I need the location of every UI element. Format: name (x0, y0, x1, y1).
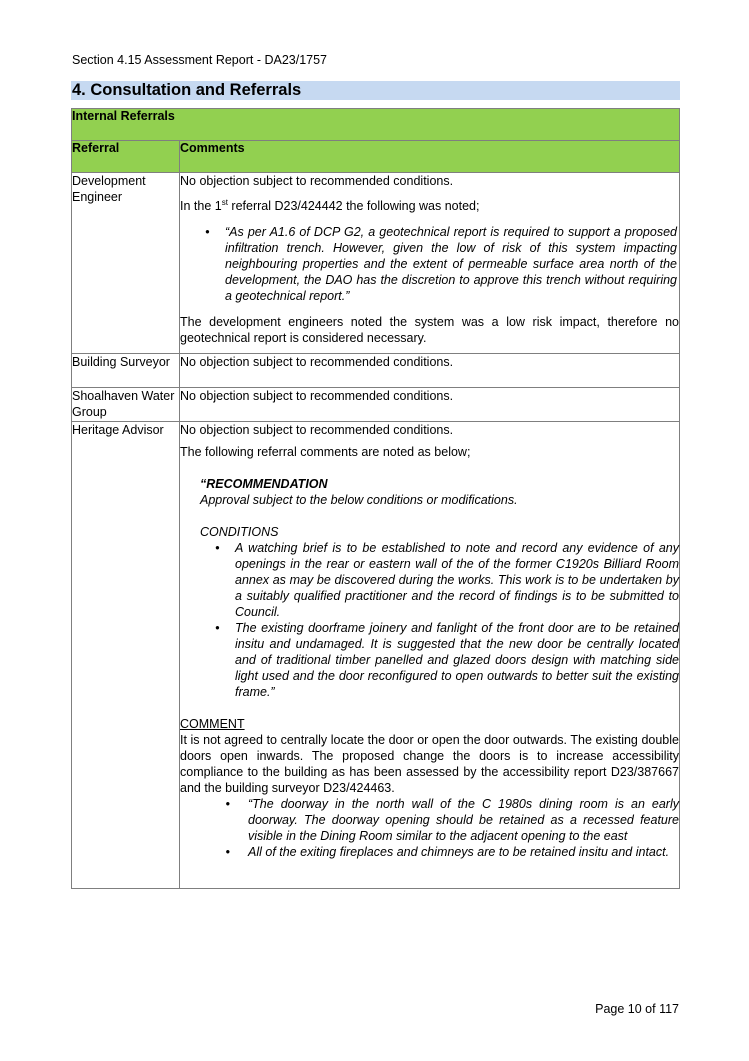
comment-text: It is not agreed to centrally locate the door or open the door outwards. The existing double doors open inwards. The proposed change the doors is to increase accessibility compliance to the building as has been assessed by the accessibility report D23/387667 and the building surveyor D23/424463. (180, 733, 679, 795)
table-row-shoalhaven-water (72, 388, 680, 422)
bullet-icon: • (215, 541, 220, 555)
comment-line: No objection subject to recommended conditions. (180, 423, 454, 437)
bullet-icon: • (215, 621, 220, 635)
internal-referrals-title: Internal Referrals (72, 109, 680, 141)
section-heading: 4. Consultation and Referrals (71, 81, 680, 100)
page-number: Page 10 of 117 (595, 1002, 679, 1016)
bullet-icon: • (225, 797, 230, 811)
comment-line: In the 1st referral D23/424442 the following was noted; (180, 198, 480, 214)
condition-item: • The existing doorframe joinery and fanlight of the front door are to be retained insitu and undamaged. It is suggested that the new door be centrally located and of traditional timber panelled and glazed doors design with matching side light used and the door reconfigured to open outwards to better suit the existing frame.” (200, 620, 679, 700)
column-header-referral: Referral (72, 141, 180, 173)
bullet-icon: • (205, 225, 210, 240)
referral-comment: No objection subject to recommended conditions. (180, 388, 680, 422)
table-row-building-surveyor (72, 354, 680, 388)
recommendation-text: Approval subject to the below conditions or modifications. (200, 493, 518, 507)
referral-name: Heritage Advisor (72, 422, 180, 889)
table-header-row (72, 141, 680, 173)
referral-comment (180, 173, 680, 354)
running-header: Section 4.15 Assessment Report - DA23/1757 (72, 53, 328, 67)
column-header-comments: Comments (180, 141, 680, 173)
comment-line: The development engineers noted the system was a low risk impact, therefore no geotechnical report is considered necessary. (180, 315, 679, 346)
comment-title: COMMENT (180, 717, 245, 731)
comment-item: • “The doorway in the north wall of the C 1980s dining room is an early doorway. The doorway opening should be retained as a recessed feature visible in the Dining Room similar to the adjacent opening to the east (180, 796, 679, 844)
comment-line: The following referral comments are noted as below; (180, 445, 471, 459)
recommendation-title: “RECOMMENDATION (200, 477, 328, 491)
heritage-quote (180, 476, 679, 700)
referral-name: Building Surveyor (72, 354, 180, 388)
referral-name: Shoalhaven Water Group (72, 388, 180, 422)
table-group-row (72, 109, 680, 141)
quoted-comment: • “As per A1.6 of DCP G2, a geotechnical report is required to support a proposed infiltration trench. However, given the low of risk of this system impacting neighbouring properties and the extent of permeable surface area north of the development, the DAO has the discretion to approve this trench without requiring a geotechnical report.” (180, 224, 679, 304)
comment-item: • All of the exiting fireplaces and chimneys are to be retained insitu and intact. (180, 844, 679, 860)
referral-name: Development Engineer (72, 173, 180, 354)
bullet-icon: • (225, 845, 230, 859)
internal-referrals-table (71, 108, 680, 889)
referral-comment: No objection subject to recommended conditions. (180, 354, 680, 388)
table-row-heritage-advisor (72, 422, 680, 889)
conditions-title: CONDITIONS (200, 525, 279, 539)
comment-line: No objection subject to recommended conditions. (180, 174, 454, 188)
condition-item: • A watching brief is to be established to note and record any evidence of any openings in the rear or eastern wall of the of the former C1920s Billiard Room annex as may be discovered during the works. This work is to be undertaken by a suitably qualified practitioner and the record of findings is to be submitted to Council. (200, 540, 679, 620)
referral-comment (180, 422, 680, 889)
table-row-development-engineer (72, 173, 680, 354)
